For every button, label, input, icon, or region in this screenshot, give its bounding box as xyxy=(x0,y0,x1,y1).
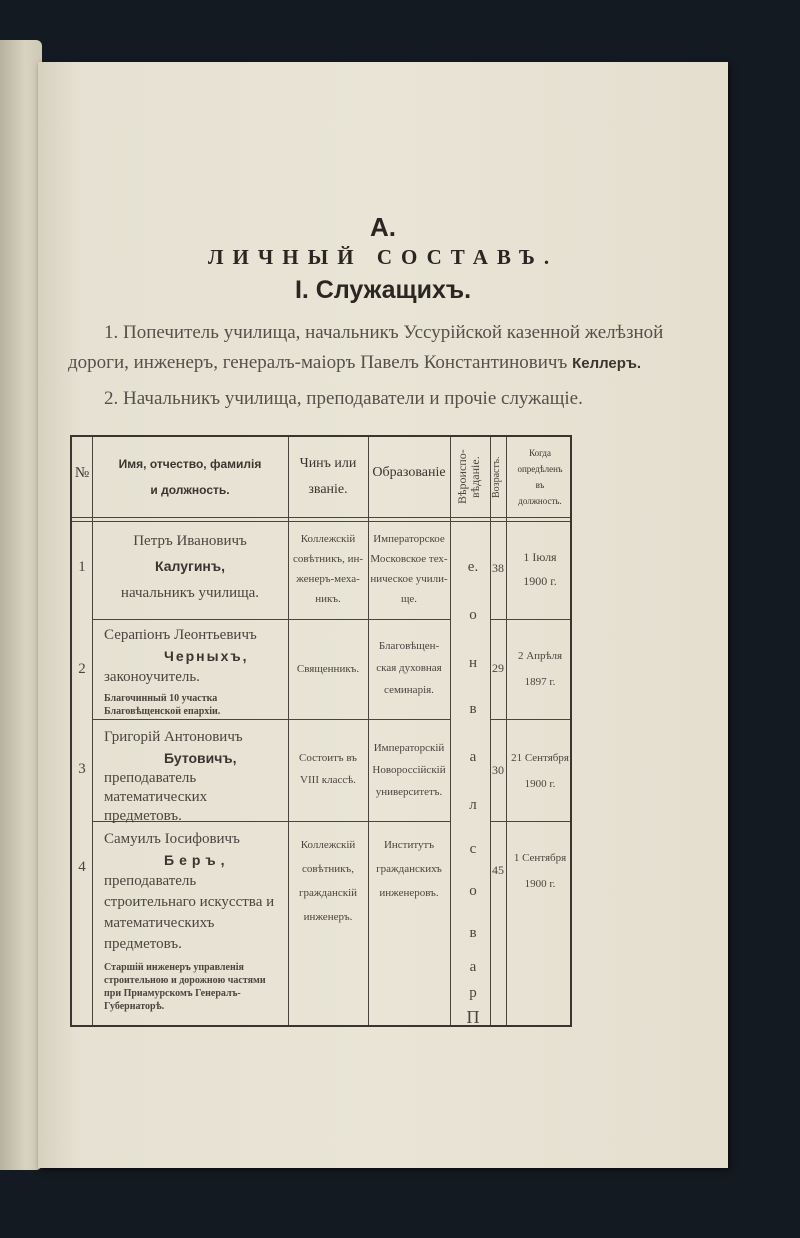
row-1-age: 38 xyxy=(492,561,504,575)
religion-letter: а xyxy=(469,749,477,765)
header-rank: Чинъ или званіе. xyxy=(299,456,357,497)
paragraph-2: 2. Начальникъ училища, преподаватели и прочіе служащіе. xyxy=(104,388,583,409)
row-2-when: 2 Апрѣля 1897 г. xyxy=(517,650,563,688)
row-4-num: 4 xyxy=(78,859,86,875)
row-3-education: Императорскій Новороссійскій университетъ. xyxy=(372,742,446,798)
staff-table xyxy=(70,435,572,1027)
religion-letter: П xyxy=(466,1007,480,1027)
religion-letter: о xyxy=(469,607,477,623)
paragraph-1-text: 1. Попечитель училища, начальникъ Уссурійской казенной желѣзной дороги, инженеръ, генералъ-маіоръ Павелъ Константиновичъ xyxy=(68,322,664,373)
religion-letter: с xyxy=(469,841,477,857)
row-4-rank: Коллежскій совѣтникъ, гражданскій инженеръ. xyxy=(298,839,358,923)
religion-letter: н xyxy=(468,655,478,671)
section-letter: А. xyxy=(370,212,396,242)
header-religion: Вѣроиспо- вѣданіе. xyxy=(455,449,482,505)
header-when: Когда опредѣленъ въ должность. xyxy=(517,448,563,506)
header-num: № xyxy=(74,465,90,481)
row-3-age: 30 xyxy=(492,763,504,777)
header-education: Образованіе xyxy=(372,465,446,480)
row-2-rank: Священникъ. xyxy=(296,663,360,675)
row-1-name: Петръ Ивановичъ Калугинъ, начальникъ училища. xyxy=(120,533,260,601)
left-page-edge xyxy=(0,40,42,1170)
row-2-name: Серапіонъ Леонтьевичъ Черныхъ, законоучитель. Благочинный 10 участка Благовѣщенской епархіи. xyxy=(104,627,257,717)
row-3-rank: Состоитъ въ VIII классѣ. xyxy=(299,752,357,786)
heading-title: ЛИЧНЫЙ СОСТАВЪ. xyxy=(207,245,559,269)
row-2-num: 2 xyxy=(78,661,86,677)
row-3-name: Григорій Антоновичъ Бутовичъ, преподаватель математических предметовъ. xyxy=(104,729,243,824)
row-4-age: 45 xyxy=(492,863,504,877)
row-4-name: Самуилъ Іосифовичъ Беръ, преподаватель строительнаго искусства и математическихъ предметовъ. Старшій инженеръ управленія строительною и дорожною частями при Приамурскомъ Генералъ-Губернаторѣ. xyxy=(104,831,275,1012)
row-3-when: 21 Сентября 1900 г. xyxy=(511,752,569,790)
section-title: I. Служащихъ. xyxy=(294,276,472,304)
row-2-education: Благовѣщен- ская духовная семинарія. xyxy=(376,640,442,696)
religion-letter: о xyxy=(469,883,477,899)
paragraph-1 xyxy=(68,318,678,379)
religion-letter: л xyxy=(469,797,477,813)
religion-letter: в xyxy=(469,925,477,941)
paragraph-1-name: Келлеръ. xyxy=(572,355,642,372)
religion-letter: в xyxy=(469,701,477,717)
religion-letter: е. xyxy=(467,559,479,575)
header-age: Возрастъ. xyxy=(491,456,502,498)
religion-letter: а xyxy=(469,959,477,975)
row-1-rank: Коллежскій совѣтникъ, ин- женеръ-меха- никъ. xyxy=(292,533,364,605)
header-name: Имя, отчество, фамилія и должность. xyxy=(118,457,262,497)
row-3-num: 3 xyxy=(78,761,86,777)
row-2-age: 29 xyxy=(492,661,504,675)
document-page xyxy=(38,62,728,1168)
row-4-when: 1 Сентября 1900 г. xyxy=(513,852,567,890)
row-1-num: 1 xyxy=(78,559,86,575)
religion-letter: р xyxy=(469,985,477,1001)
row-4-education: Институтъ гражданскихъ инженеровъ. xyxy=(376,839,442,899)
row-1-education: Императорское Московское тех- ническое учили- ще. xyxy=(370,533,448,605)
row-1-when: 1 Іюля 1900 г. xyxy=(523,550,557,588)
